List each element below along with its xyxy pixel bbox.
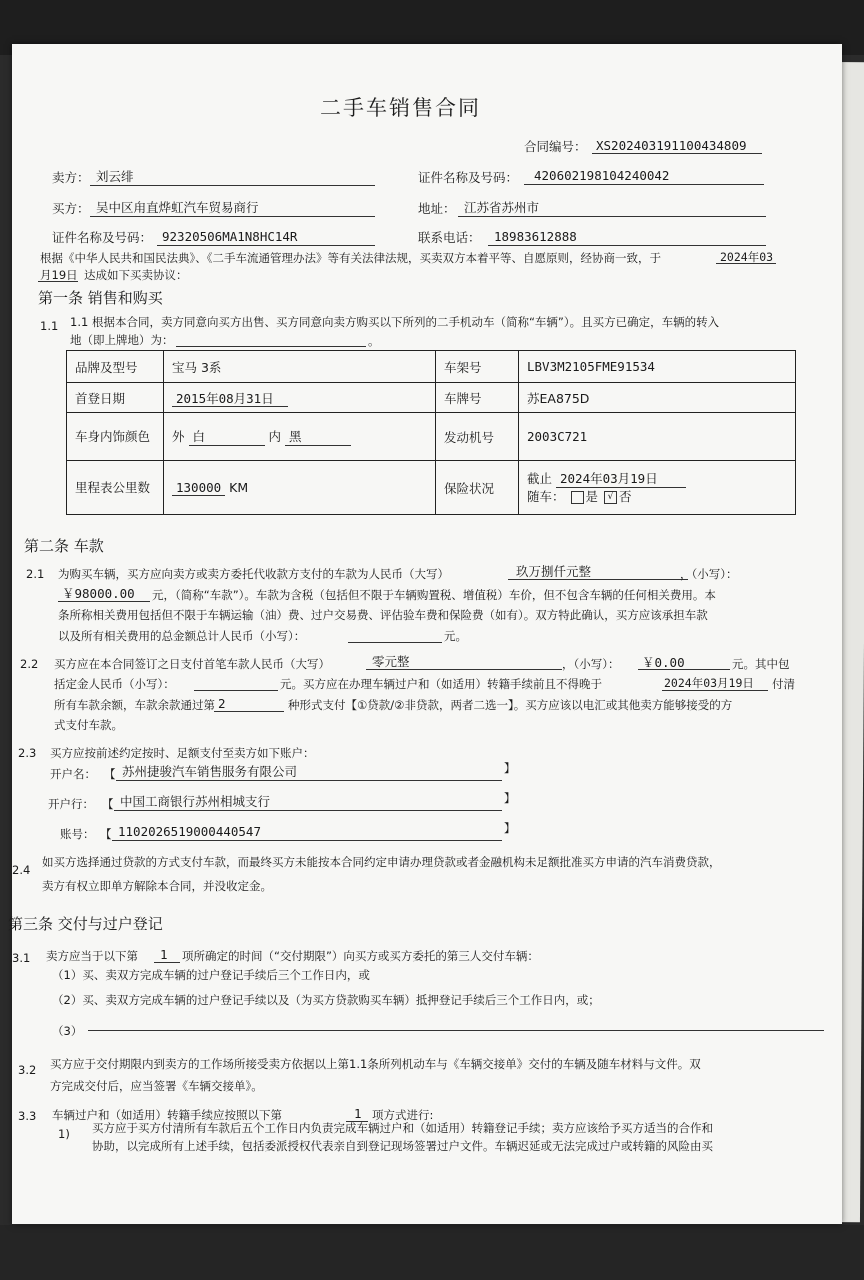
s33-item-1-number: 1) xyxy=(58,1127,70,1141)
insurance-until: 2024年03月19日 xyxy=(556,470,686,488)
underline xyxy=(524,184,764,185)
s24-number: 2.4 xyxy=(12,863,31,877)
s22-text-4: 式支付车款。 xyxy=(54,718,123,732)
underline xyxy=(194,690,278,691)
buyer-id: 92320506MA1N8HC14R xyxy=(162,229,298,244)
s33-option: 1 xyxy=(354,1106,362,1121)
art1-text-end: 。 xyxy=(368,334,380,348)
bank-label: 开户行： xyxy=(48,797,94,811)
s24-text: 如买方选择通过贷款的方式支付车款，而最终买方未能按本合同约定申请办理贷款或者金融机构未足额批准买方申请的汽车消费贷款， xyxy=(42,855,721,869)
s22-deadline: 2024年03月19日 xyxy=(664,676,754,690)
underline xyxy=(592,153,762,154)
contract-no: XS202403191100434809 xyxy=(596,138,747,153)
underline xyxy=(154,962,180,963)
s24-text-2: 卖方有权立即单方解除本合同，并没收定金。 xyxy=(42,879,272,893)
article-2-title: 第二条 车款 xyxy=(24,537,104,555)
s22-text-3b: 种形式支付【①贷款/②非贷款，两者二选一】。买方应该以电汇或其他卖方能够接受的方 xyxy=(288,698,733,712)
s33-text-b: 项方式进行: xyxy=(372,1108,434,1122)
plate-label: 车牌号 xyxy=(436,383,519,413)
bracket-right: 】 xyxy=(504,821,516,835)
insurance-until-label: 截止 xyxy=(527,471,553,486)
inner-color: 黑 xyxy=(285,427,351,446)
s21-amount: ￥98000.00 xyxy=(62,586,135,601)
underline xyxy=(638,669,730,670)
underline xyxy=(88,1030,824,1031)
contract-no-label: 合同编号： xyxy=(524,139,587,154)
s22-text-c: 元。其中包 xyxy=(732,657,790,671)
brand-value: 宝马 3系 xyxy=(164,351,436,383)
yes-label: 是 xyxy=(585,489,599,504)
s31-option-3: （3） xyxy=(52,1024,83,1038)
s22-method: 2 xyxy=(218,696,226,711)
s23-number: 2.3 xyxy=(18,746,37,760)
s22-down-cn: 零元整 xyxy=(372,654,410,669)
article-1-title: 第一条 销售和购买 xyxy=(38,289,163,307)
s33-item-1-text-2: 协助，以完成所有上述手续，包括委派授权代表亲自到登记现场签署过户文件。车辆迟延或无法完成过户或转籍的风险由买 xyxy=(92,1139,713,1153)
underline xyxy=(114,810,502,811)
seller-label: 卖方： xyxy=(52,170,90,185)
vehicle-table xyxy=(66,350,796,515)
s23-text: 买方应按前述约定按时、足额支付至卖方如下账户： xyxy=(50,746,315,760)
s32-text-2: 方完成交付后，应当签署《车辆交接单》。 xyxy=(50,1079,263,1093)
background-bottom xyxy=(0,1225,864,1280)
s31-text: 卖方应当于以下第 xyxy=(46,949,138,963)
s22-text-3: 所有车款余额，车款余款通过第 xyxy=(54,698,215,712)
underline xyxy=(366,669,562,670)
with-car-label: 随车： xyxy=(527,489,565,504)
seller-name: 刘云绯 xyxy=(96,169,134,184)
s33-text: 车辆过户和（如适用）转籍手续应按照以下第 xyxy=(52,1108,282,1122)
article-3-title: 第三条 交付与过户登记 xyxy=(8,915,163,933)
art1-number: 1.1 xyxy=(40,319,59,333)
contract-page xyxy=(8,44,842,1224)
s32-text: 买方应于交付期限内到卖方的工作场所接受卖方依据以上第1.1条所列机动车与《车辆交接单》交付的车辆及随车材料与文件。双 xyxy=(50,1057,701,1071)
color-label: 车身内饰颜色 xyxy=(67,413,164,461)
intro-date-b: 月19日 xyxy=(40,268,78,282)
s21-number: 2.1 xyxy=(26,567,45,581)
s21-text-4: 以及所有相关费用的总金额总计人民币（小写）： xyxy=(58,629,306,643)
s33-item-1-text: 买方应于买方付清所有车款后五个工作日内负责完成车辆过户和（如适用）转籍登记手续；卖方应该给予买方适当的合作和 xyxy=(92,1121,713,1135)
mileage-value: 130000 xyxy=(172,480,225,496)
underline xyxy=(38,281,78,282)
no-label: 否 xyxy=(619,489,632,504)
s21-text-b: ，（小写）： xyxy=(680,567,738,581)
s22-down: ￥0.00 xyxy=(642,655,685,670)
underline xyxy=(58,601,150,602)
buyer-label: 买方： xyxy=(52,201,90,216)
underline xyxy=(157,245,375,246)
underline xyxy=(112,840,502,841)
bracket-left: 【 xyxy=(102,797,114,811)
s21-text: 为购买车辆，买方应向卖方或卖方委托代收款方支付的车款为人民币（大写） xyxy=(58,567,449,581)
vin-value: LBV3M2105FME91534 xyxy=(519,351,796,383)
acct-no-label: 账号： xyxy=(60,827,95,841)
bracket-left: 【 xyxy=(104,767,116,781)
underline xyxy=(508,579,688,580)
outer-color-label: 外 xyxy=(172,429,185,444)
bracket-right: 】 xyxy=(504,791,516,805)
bank-name: 中国工商银行苏州相城支行 xyxy=(120,794,271,809)
s31-text-b: 项所确定的时间（“交付期限”）向买方或买方委托的第三人交付车辆： xyxy=(182,949,539,963)
acct-name: 苏州捷骏汽车销售服务有限公司 xyxy=(122,764,298,779)
inner-color-label: 内 xyxy=(268,429,281,444)
engine-value: 2003C721 xyxy=(519,413,796,461)
s21-text-2: 元，（简称“车款”）。车款为含税（包括但不限于车辆购置税、增值税）车价，但不包含车辆的任何相关费用。本 xyxy=(152,588,716,602)
engine-label: 发动机号 xyxy=(436,413,519,461)
address: 江苏省苏州市 xyxy=(464,200,540,215)
buyer-id-label: 证件名称及号码： xyxy=(52,230,153,245)
s31-option-1: （1）买、卖双方完成车辆的过户登记手续后三个工作日内，或 xyxy=(52,968,370,982)
phone-label: 联系电话： xyxy=(418,230,481,245)
underline xyxy=(90,216,375,217)
s22-text-2b: 元。买方应在办理车辆过户和（如适用）转籍手续前且不得晚于 xyxy=(280,677,602,691)
acct-name-label: 开户名： xyxy=(50,767,96,781)
buyer-name: 吴中区甪直烨虹汽车贸易商行 xyxy=(96,200,259,215)
underline xyxy=(214,711,284,712)
s22-text-b: ，（小写）： xyxy=(562,657,620,671)
s22-text: 买方应在本合同签订之日支付首笔车款人民币（大写） xyxy=(54,657,330,671)
yes-checkbox[interactable] xyxy=(571,491,584,504)
intro-text-2: 达成如下买卖协议： xyxy=(84,268,188,282)
reg-date-value: 2015年08月31日 xyxy=(172,391,288,407)
underline xyxy=(716,263,776,264)
no-checkbox[interactable]: √ xyxy=(604,491,617,504)
s22-text-2c: 付清 xyxy=(772,677,795,691)
underline xyxy=(348,642,442,643)
seller-id-label: 证件名称及号码： xyxy=(418,170,519,185)
s22-text-2: 括定金人民币（小写）： xyxy=(54,677,175,691)
s31-option: 1 xyxy=(160,947,168,962)
underline xyxy=(488,245,766,246)
underline xyxy=(662,690,768,691)
s21-amount-cn: 玖万捌仟元整 xyxy=(516,564,592,579)
address-label: 地址： xyxy=(418,201,456,216)
bracket-right: 】 xyxy=(504,761,516,775)
acct-no: 1102026519000440547 xyxy=(118,824,261,839)
mileage-unit: KM xyxy=(229,479,249,495)
underline xyxy=(116,780,502,781)
plate-value: 苏EA875D xyxy=(519,383,796,413)
reg-date-label: 首登日期 xyxy=(67,383,164,413)
seller-id: 420602198104240042 xyxy=(534,168,670,183)
s21-text-4-end: 元。 xyxy=(444,629,467,643)
s21-text-3: 条所称相关费用包括但不限于车辆运输（油）费、过户交易费、评估验车费和保险费（如有）。双方特此确认，买方应该承担车款 xyxy=(58,608,708,622)
s31-option-2: （2）买、卖双方完成车辆的过户登记手续以及（为买方贷款购买车辆）抵押登记手续后三个工作日内，或； xyxy=(52,993,600,1007)
phone: 18983612888 xyxy=(494,229,577,244)
art1-text: 1.1 根据本合同，卖方同意向买方出售、买方同意向卖方购买以下所列的二手机动车（简称“车辆”）。且买方已确定，车辆的转入 xyxy=(70,315,720,329)
insurance-label: 保险状况 xyxy=(436,461,519,515)
s22-number: 2.2 xyxy=(20,657,39,671)
vin-label: 车架号 xyxy=(436,351,519,383)
s33-number: 3.3 xyxy=(18,1109,37,1123)
underline xyxy=(90,185,375,186)
s32-number: 3.2 xyxy=(18,1063,37,1077)
art1-text-2: 地（即上牌地）为： xyxy=(70,333,174,347)
mileage-label: 里程表公里数 xyxy=(67,461,164,515)
intro-date-a: 2024年03 xyxy=(720,250,774,264)
outer-color: 白 xyxy=(189,427,265,446)
underline xyxy=(458,216,766,217)
s31-number: 3.1 xyxy=(12,951,31,965)
page-title: 二手车销售合同 xyxy=(320,96,481,120)
underline xyxy=(176,346,366,347)
intro-text: 根据《中华人民共和国民法典》、《二手车流通管理办法》等有关法律法规，买卖双方本着平等、自愿原则，经协商一致，于 xyxy=(40,251,661,265)
brand-label: 品牌及型号 xyxy=(67,351,164,383)
bracket-left: 【 xyxy=(100,827,112,841)
